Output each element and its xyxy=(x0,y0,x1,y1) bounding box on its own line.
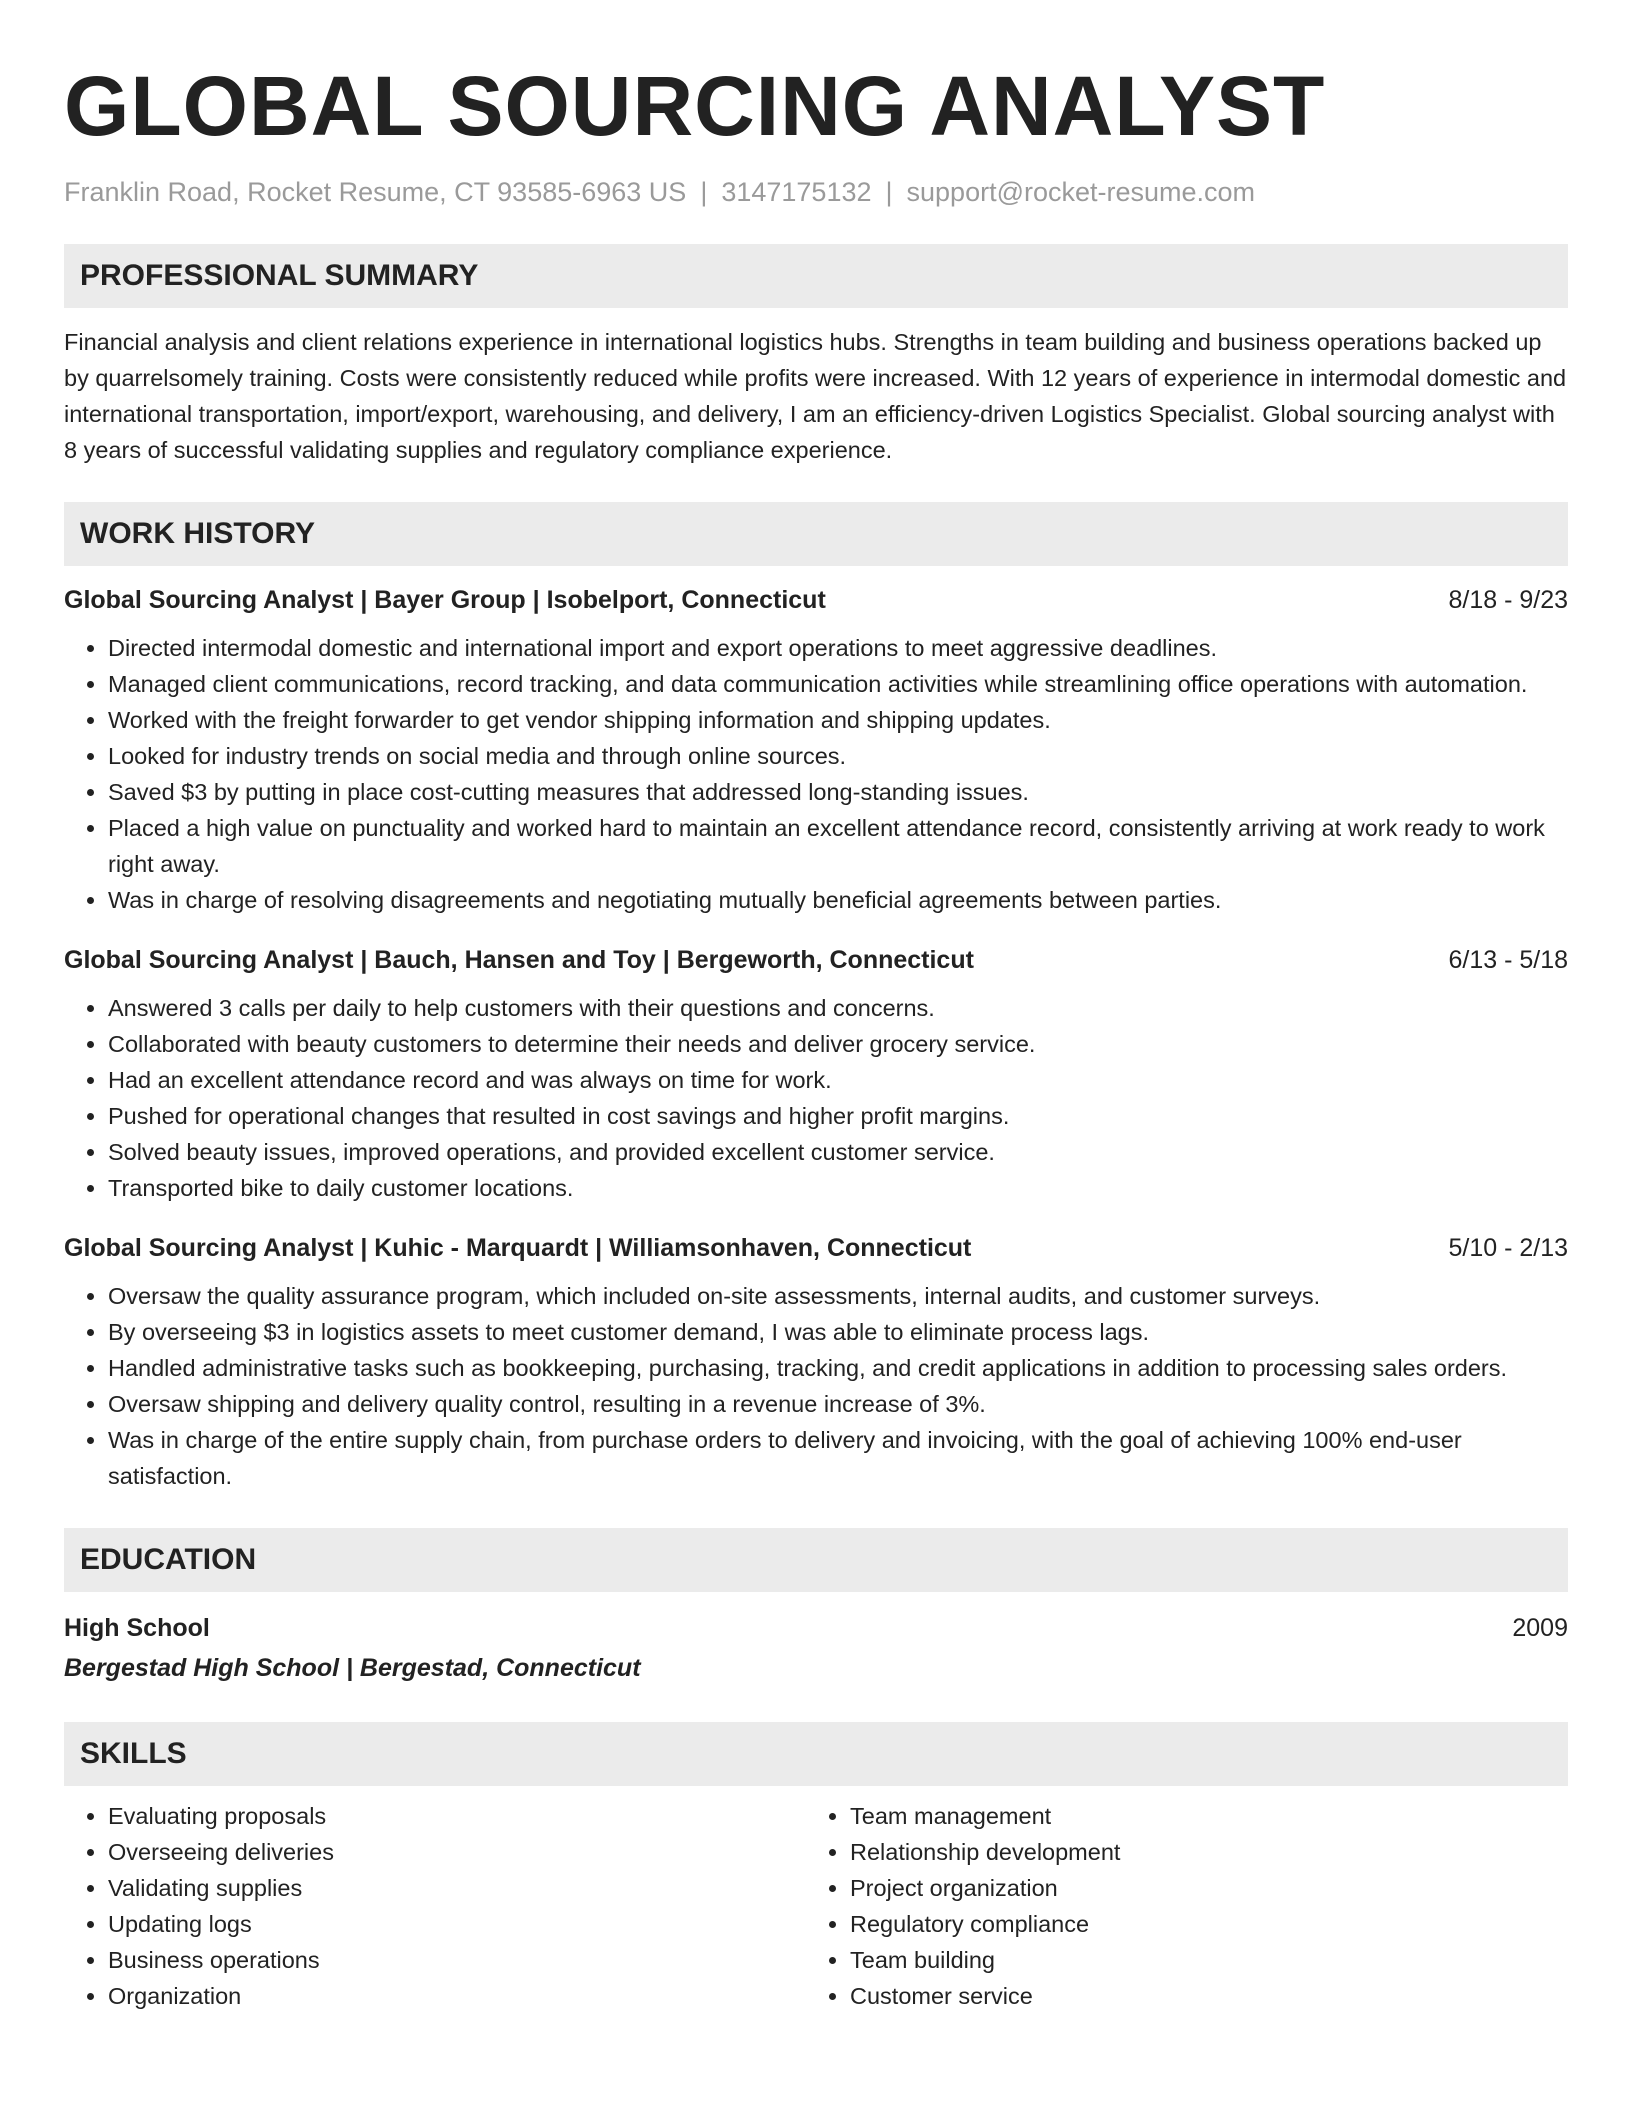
job-header xyxy=(64,1230,1568,1266)
contact-line xyxy=(64,174,1568,210)
job-dates: 6/13 - 5/18 xyxy=(1448,946,1568,974)
list-item: • By overseeing $3 in logistics assets to meet customer demand, I was able to eliminate process lags. xyxy=(108,1314,1568,1350)
education-row xyxy=(64,1608,1568,1648)
education-degree: High School xyxy=(64,1614,210,1642)
education-year: 2009 xyxy=(1512,1614,1568,1642)
skill-item: • Updating logs xyxy=(108,1906,806,1942)
list-item: • Managed client communications, record tracking, and data communication activities while streamlining office operations with automation. xyxy=(108,666,1568,702)
skill-item: • Team management xyxy=(850,1798,1548,1834)
skills-column-left xyxy=(64,1798,806,2014)
job-bullets xyxy=(64,1278,1568,1494)
work-history-list xyxy=(64,582,1568,1494)
list-item: • Was in charge of resolving disagreements and negotiating mutually beneficial agreements between parties. xyxy=(108,882,1568,918)
list-item: • Oversaw shipping and delivery quality control, resulting in a revenue increase of 3%. xyxy=(108,1386,1568,1422)
skills-column-right xyxy=(806,1798,1548,2014)
job-header xyxy=(64,942,1568,978)
list-item: • Had an excellent attendance record and was always on time for work. xyxy=(108,1062,1568,1098)
phone: 3147175132 xyxy=(721,177,872,207)
list-item: • Handled administrative tasks such as bookkeeping, purchasing, tracking, and credit applications in addition to processing sales orders. xyxy=(108,1350,1568,1386)
list-item: • Solved beauty issues, improved operations, and provided excellent customer service. xyxy=(108,1134,1568,1170)
email: support@rocket-resume.com xyxy=(906,177,1256,207)
skill-item: • Evaluating proposals xyxy=(108,1798,806,1834)
skill-item: • Team building xyxy=(850,1942,1548,1978)
skills-heading: SKILLS xyxy=(64,1722,1568,1786)
list-item: • Saved $3 by putting in place cost-cutting measures that addressed long-standing issues. xyxy=(108,774,1568,810)
education-heading: EDUCATION xyxy=(64,1528,1568,1592)
list-item: • Worked with the freight forwarder to get vendor shipping information and shipping updates. xyxy=(108,702,1568,738)
skill-item: • Relationship development xyxy=(850,1834,1548,1870)
address: Franklin Road, Rocket Resume, CT 93585-6963 US xyxy=(64,177,687,207)
job-entry xyxy=(64,942,1568,1206)
work-history-heading: WORK HISTORY xyxy=(64,502,1568,566)
skill-item: • Project organization xyxy=(850,1870,1548,1906)
list-item: • Collaborated with beauty customers to determine their needs and deliver grocery service. xyxy=(108,1026,1568,1062)
contact-separator: | xyxy=(700,177,708,207)
job-title: Global Sourcing Analyst | Kuhic - Marquardt | Williamsonhaven, Connecticut xyxy=(64,1234,972,1262)
skill-item: • Regulatory compliance xyxy=(850,1906,1548,1942)
job-bullets xyxy=(64,990,1568,1206)
job-dates: 5/10 - 2/13 xyxy=(1448,1234,1568,1262)
skill-item: • Organization xyxy=(108,1978,806,2014)
skills-list xyxy=(64,1798,1568,2014)
skill-item: • Validating supplies xyxy=(108,1870,806,1906)
skill-item: • Customer service xyxy=(850,1978,1548,2014)
page-title: GLOBAL SOURCING ANALYST xyxy=(64,59,1326,153)
job-title: Global Sourcing Analyst | Bayer Group | Isobelport, Connecticut xyxy=(64,586,826,614)
job-title: Global Sourcing Analyst | Bauch, Hansen and Toy | Bergeworth, Connecticut xyxy=(64,946,974,974)
list-item: • Oversaw the quality assurance program, which included on-site assessments, internal audits, and customer surveys. xyxy=(108,1278,1568,1314)
education-school: Bergestad High School | Bergestad, Connecticut xyxy=(64,1654,641,1682)
contact-separator: | xyxy=(885,177,893,207)
job-entry xyxy=(64,582,1568,918)
job-header xyxy=(64,582,1568,618)
list-item: • Looked for industry trends on social media and through online sources. xyxy=(108,738,1568,774)
list-item: • Was in charge of the entire supply chain, from purchase orders to delivery and invoicing, with the goal of achieving 100% end-user satisfaction. xyxy=(108,1422,1568,1494)
summary-heading: PROFESSIONAL SUMMARY xyxy=(64,244,1568,308)
list-item: • Answered 3 calls per daily to help customers with their questions and concerns. xyxy=(108,990,1568,1026)
list-item: • Placed a high value on punctuality and worked hard to maintain an excellent attendance record, consistently arriving at work ready to work right away. xyxy=(108,810,1568,882)
skill-item: • Overseeing deliveries xyxy=(108,1834,806,1870)
job-bullets xyxy=(64,630,1568,918)
list-item: • Directed intermodal domestic and international import and export operations to meet aggressive deadlines. xyxy=(108,630,1568,666)
skill-item: • Business operations xyxy=(108,1942,806,1978)
list-item: • Pushed for operational changes that resulted in cost savings and higher profit margins. xyxy=(108,1098,1568,1134)
job-entry xyxy=(64,1230,1568,1494)
summary-text: Financial analysis and client relations experience in international logistics hubs. Strengths in team building and business operations backed up by quarrelsomely training. Costs were consistently reduced while profits were increased. With 12 years of experience in intermodal domestic and international transportation, import/export, warehousing, and delivery, I am an efficiency-driven Logistics Specialist. Global sourcing analyst with 8 years of successful validating supplies and regulatory compliance experience. xyxy=(64,329,1567,463)
list-item: • Transported bike to daily customer locations. xyxy=(108,1170,1568,1206)
job-dates: 8/18 - 9/23 xyxy=(1448,586,1568,614)
